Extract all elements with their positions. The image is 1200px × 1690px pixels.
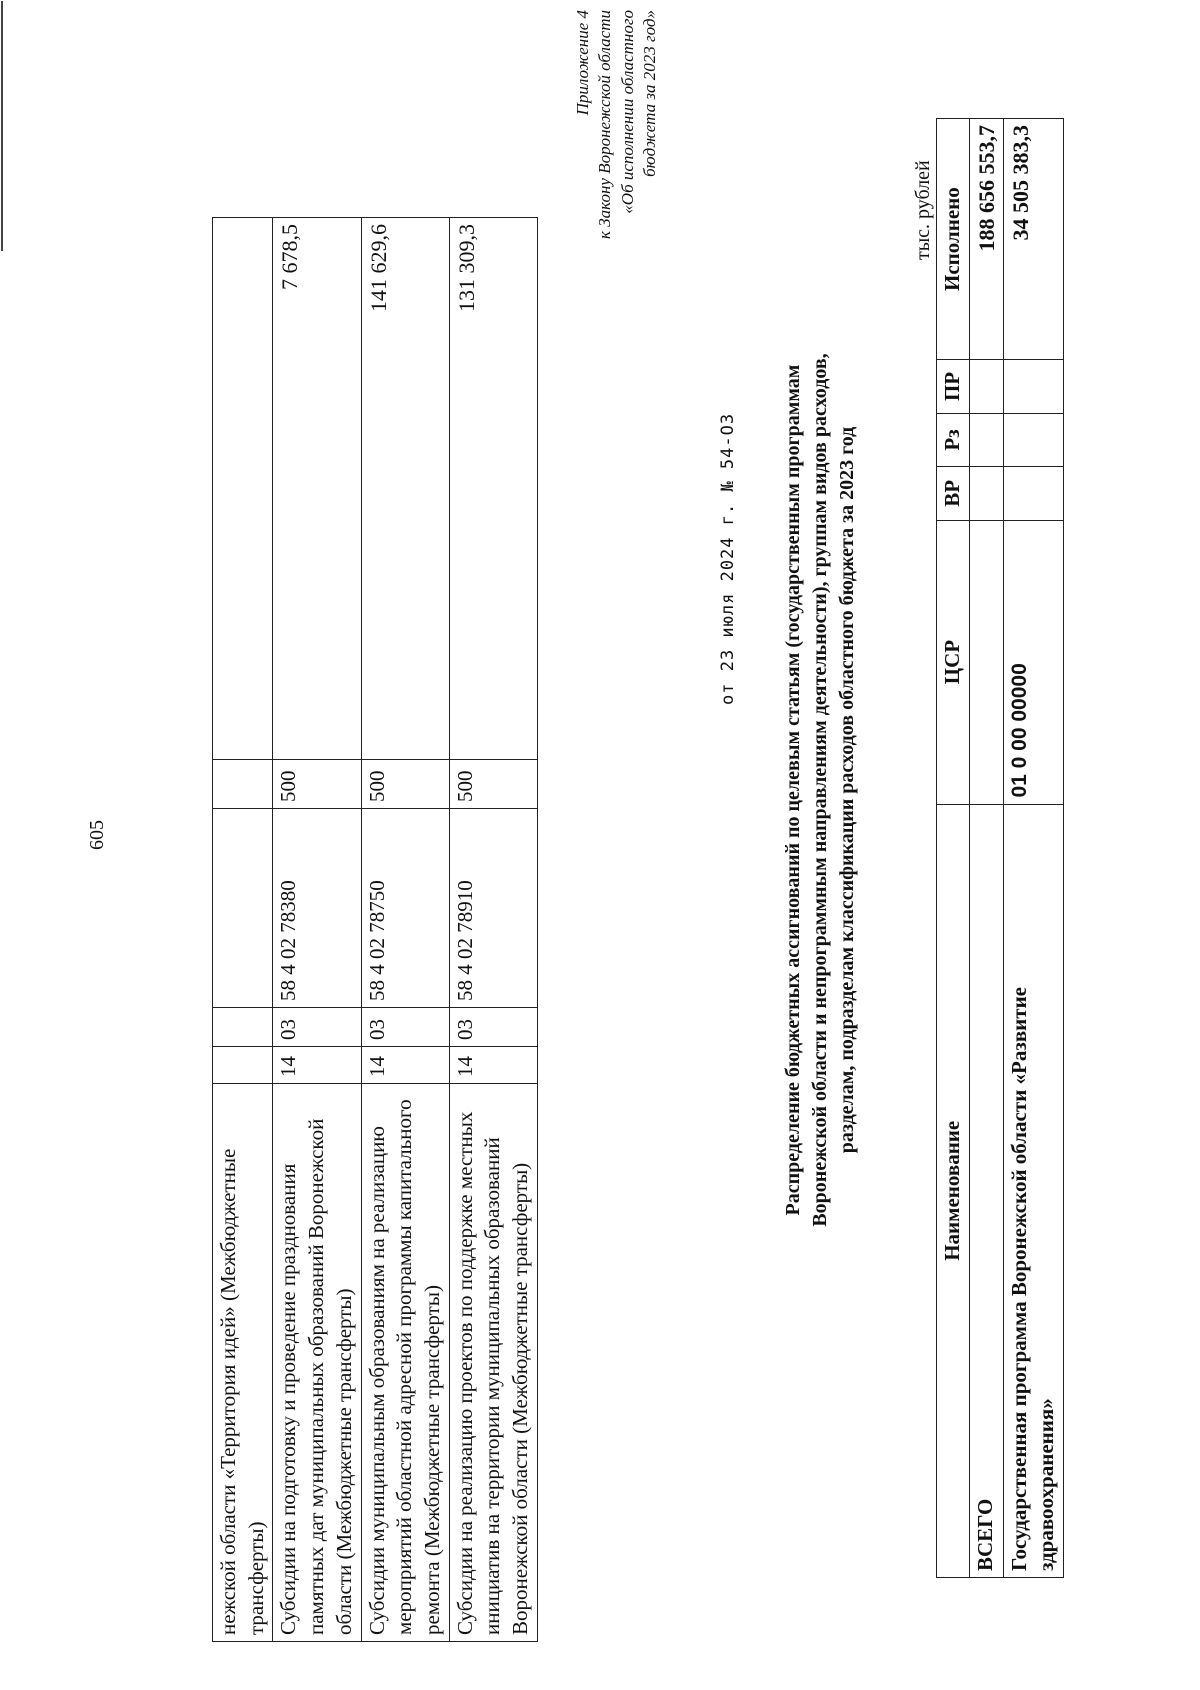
row-amount: [213, 218, 273, 760]
row-vr: [1003, 467, 1063, 520]
table-row: [969, 119, 1003, 1578]
row-vr: [213, 760, 273, 809]
row-pr: 03: [449, 1008, 537, 1047]
title-line: Воронежской области и непрограммным направлениям деятельности), группам видов расходов,: [809, 353, 831, 1227]
row-vr: 500: [361, 760, 449, 809]
row-amount: 141 629,6: [361, 218, 449, 760]
row-csr: 58 4 02 78910: [449, 809, 537, 1008]
row-vr: 500: [449, 760, 537, 809]
document-title: [780, 190, 861, 1390]
row-name: нежской области «Территория идей» (Межбюджетные трансферты): [213, 1084, 273, 1642]
table-row: [213, 218, 273, 1642]
row-csr: [213, 809, 273, 1008]
table-row: [273, 218, 361, 1642]
row-name: Субсидии муниципальным образованиям на реализацию мероприятий областной адресной программы капитального ремонта (Межбюджетные трансферты): [361, 1084, 449, 1642]
row-amount: 7 678,5: [273, 218, 361, 760]
header-vr: ВР: [937, 467, 970, 520]
title-line: разделам, подразделам классификации расходов областного бюджета за 2023 год: [836, 426, 858, 1154]
row-csr: 01 0 00 00000: [1003, 520, 1063, 804]
row-pr: 03: [273, 1008, 361, 1047]
row-rz: [213, 1047, 273, 1084]
row-amount: 131 309,3: [449, 218, 537, 760]
row-amount: 188 656 553,7: [969, 119, 1003, 360]
row-pr: [213, 1008, 273, 1047]
row-pr: [969, 360, 1003, 413]
row-csr: 58 4 02 78750: [361, 809, 449, 1008]
row-csr: 58 4 02 78380: [273, 809, 361, 1008]
row-rz: [969, 413, 1003, 466]
row-name: Субсидии на подготовку и проведение празднования памятных дат муниципальных образований Воронежской области (Межбюджетные трансферты): [273, 1084, 361, 1642]
page-number: 605: [86, 820, 108, 850]
table-row: [361, 218, 449, 1642]
row-vr: 500: [273, 760, 361, 809]
header-row: [937, 119, 970, 1578]
row-pr: [1003, 360, 1063, 413]
title-line: Распределение бюджетных ассигнований по целевым статьям (государственным программам: [782, 364, 804, 1216]
row-vr: [969, 467, 1003, 520]
appendix-law-title: «Об исполнении областного: [617, 10, 637, 214]
units-label: тыс. рублей: [912, 160, 934, 260]
table-row: [449, 218, 537, 1642]
row-rz: [1003, 413, 1063, 466]
appendix-title: Приложение 4: [573, 10, 592, 116]
budget-table: [936, 118, 1064, 1578]
appendix-law: к Закону Воронежской области: [595, 10, 615, 239]
appendix-header: [572, 10, 662, 530]
header-pr: ПР: [937, 360, 970, 413]
header-csr: ЦСР: [937, 520, 970, 804]
header-amount: Исполнено: [937, 119, 970, 360]
table-row: [1003, 119, 1063, 1578]
row-rz: 14: [361, 1047, 449, 1084]
header-name: Наименование: [937, 804, 970, 1577]
row-rz: 14: [449, 1047, 537, 1084]
continuation-table: [212, 217, 538, 1642]
row-name: Государственная программа Воронежской области «Развитие здравоохранения»: [1003, 804, 1063, 1577]
row-amount: 34 505 383,3: [1003, 119, 1063, 360]
row-name: ВСЕГО: [969, 804, 1003, 1577]
header-rz: Рз: [937, 413, 970, 466]
row-name: Субсидии на реализацию проектов по поддержке местных инициатив на территории муниципальных образований Воронежской области (Межбюджетные трансферты): [449, 1084, 537, 1642]
law-date-stamp: от 23 июля 2024 г. № 54-ОЗ: [718, 412, 738, 705]
row-pr: 03: [361, 1008, 449, 1047]
row-rz: 14: [273, 1047, 361, 1084]
row-csr: [969, 520, 1003, 804]
appendix-law-year: бюджета за 2023 год»: [640, 10, 660, 177]
